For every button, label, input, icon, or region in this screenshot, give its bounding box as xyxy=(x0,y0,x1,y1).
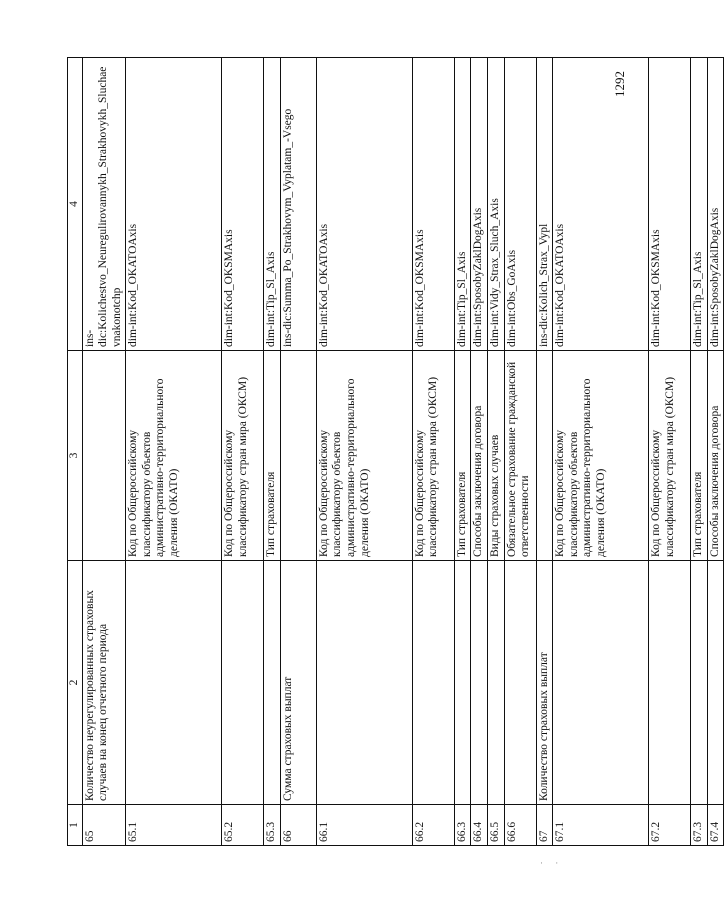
code-cell: dim-int:SposobyZaklDogAxis xyxy=(471,58,488,351)
code-cell: dim-int:Kod_OKSMAxis xyxy=(649,58,691,351)
indicator-name-cell: Количество страховых выплат xyxy=(536,561,553,805)
table-row xyxy=(126,58,222,846)
analytic-name-cell: Способы заключения договора xyxy=(707,351,724,561)
table-row xyxy=(707,58,724,846)
analytic-name-cell: Код по Общероссийскому классификатору объектов административно-территориального деления (ОКАТО) xyxy=(316,351,412,561)
code-cell: dim-int:Kod_OKATOAxis xyxy=(316,58,412,351)
analytic-name-cell: Способы заключения договора xyxy=(471,351,488,561)
row-number-cell: 66 xyxy=(280,805,316,846)
code-cell: ins-dic:Kolich_Strax_Vypl xyxy=(536,58,553,351)
table-row xyxy=(454,58,471,846)
header-cell: 1 xyxy=(68,805,83,846)
row-number-cell: 65 xyxy=(82,805,126,846)
table-row xyxy=(649,58,691,846)
indicator-name-cell xyxy=(126,561,222,805)
code-cell: dim-int:SposobyZaklDogAxis xyxy=(707,58,724,351)
code-cell: dim-int:Tip_Sl_Axis xyxy=(264,58,281,351)
analytic-name-cell: Код по Общероссийскому классификатору стран мира (ОКСМ) xyxy=(222,351,264,561)
edge-marks: · · xyxy=(540,858,564,868)
table-row xyxy=(222,58,264,846)
analytic-name-cell xyxy=(82,351,126,561)
code-cell: dim-int:Obs_GoAxis xyxy=(504,58,536,351)
analytic-name-cell: Код по Общероссийскому классификатору стран мира (ОКСМ) xyxy=(649,351,691,561)
indicator-name-cell xyxy=(487,561,504,805)
header-cell: 3 xyxy=(68,351,83,561)
row-number-cell: 67.3 xyxy=(691,805,708,846)
row-number-cell: 66.2 xyxy=(412,805,454,846)
header-cell: 4 xyxy=(68,58,83,351)
code-cell: dim-int:Kod_OKATOAxis xyxy=(553,58,649,351)
code-cell: ins-dic:Kolichestvo_Neuregulirovannykh_Strakhovykh_Sluchaevnakonotchp xyxy=(82,58,126,351)
code-cell: dim-int:Tip_Sl_Axis xyxy=(454,58,471,351)
analytic-name-cell: Виды страховых случаев xyxy=(487,351,504,561)
code-cell: dim-int:Tip_Sl_Axis xyxy=(691,58,708,351)
analytic-name-cell: Тип страхователя xyxy=(264,351,281,561)
table-row xyxy=(487,58,504,846)
row-number-cell: 67 xyxy=(536,805,553,846)
table-row xyxy=(264,58,281,846)
indicator-name-cell xyxy=(691,561,708,805)
row-number-cell: 66.4 xyxy=(471,805,488,846)
code-cell: dim-int:Kod_OKSMAxis xyxy=(222,58,264,351)
analytic-name-cell: Тип страхователя xyxy=(691,351,708,561)
table-row xyxy=(553,58,649,846)
indicator-name-cell xyxy=(222,561,264,805)
analytic-name-cell: Обязательное страхование гражданской ответственности xyxy=(504,351,536,561)
indicator-name-cell xyxy=(504,561,536,805)
indicator-name-cell xyxy=(316,561,412,805)
indicator-name-cell xyxy=(264,561,281,805)
indicator-name-cell xyxy=(649,561,691,805)
analytic-name-cell xyxy=(536,351,553,561)
table-row xyxy=(536,58,553,846)
analytic-name-cell: Код по Общероссийскому классификатору стран мира (ОКСМ) xyxy=(412,351,454,561)
code-cell: dim-int:Kod_OKSMAxis xyxy=(412,58,454,351)
register-table xyxy=(67,57,724,846)
analytic-name-cell: Тип страхователя xyxy=(454,351,471,561)
table-row xyxy=(316,58,412,846)
analytic-name-cell xyxy=(280,351,316,561)
table-row xyxy=(504,58,536,846)
indicator-name-cell: Количество неурегулированных страховых случаев на конец отчетного периода xyxy=(82,561,126,805)
code-cell: dim-int:Vidy_Strax_Sluch_Axis xyxy=(487,58,504,351)
indicator-name-cell: Сумма страховых выплат xyxy=(280,561,316,805)
analytic-name-cell: Код по Общероссийскому классификатору объектов административно-территориального деления (ОКАТО) xyxy=(126,351,222,561)
row-number-cell: 66.6 xyxy=(504,805,536,846)
code-cell: dim-int:Kod_OKATOAxis xyxy=(126,58,222,351)
row-number-cell: 65.3 xyxy=(264,805,281,846)
indicator-name-cell xyxy=(412,561,454,805)
header-cell: 2 xyxy=(68,561,83,805)
table-body xyxy=(68,58,724,846)
page-number: 1292 xyxy=(612,71,627,97)
row-number-cell: 67.1 xyxy=(553,805,649,846)
row-number-cell: 66.5 xyxy=(487,805,504,846)
indicator-name-cell xyxy=(553,561,649,805)
indicator-name-cell xyxy=(454,561,471,805)
table-row xyxy=(471,58,488,846)
table-row xyxy=(280,58,316,846)
indicator-name-cell xyxy=(471,561,488,805)
indicator-name-cell xyxy=(707,561,724,805)
header-row xyxy=(68,58,83,846)
row-number-cell: 66.3 xyxy=(454,805,471,846)
row-number-cell: 67.4 xyxy=(707,805,724,846)
row-number-cell: 65.2 xyxy=(222,805,264,846)
analytic-name-cell: Код по Общероссийскому классификатору объектов административно-территориального деления (ОКАТО) xyxy=(553,351,649,561)
row-number-cell: 67.2 xyxy=(649,805,691,846)
table-row xyxy=(82,58,126,846)
table-row xyxy=(412,58,454,846)
row-number-cell: 65.1 xyxy=(126,805,222,846)
code-cell: ins-dic:Summa_Po_Strakhovym_Vyplatam_-Vsego xyxy=(280,58,316,351)
row-number-cell: 66.1 xyxy=(316,805,412,846)
table-row xyxy=(691,58,708,846)
